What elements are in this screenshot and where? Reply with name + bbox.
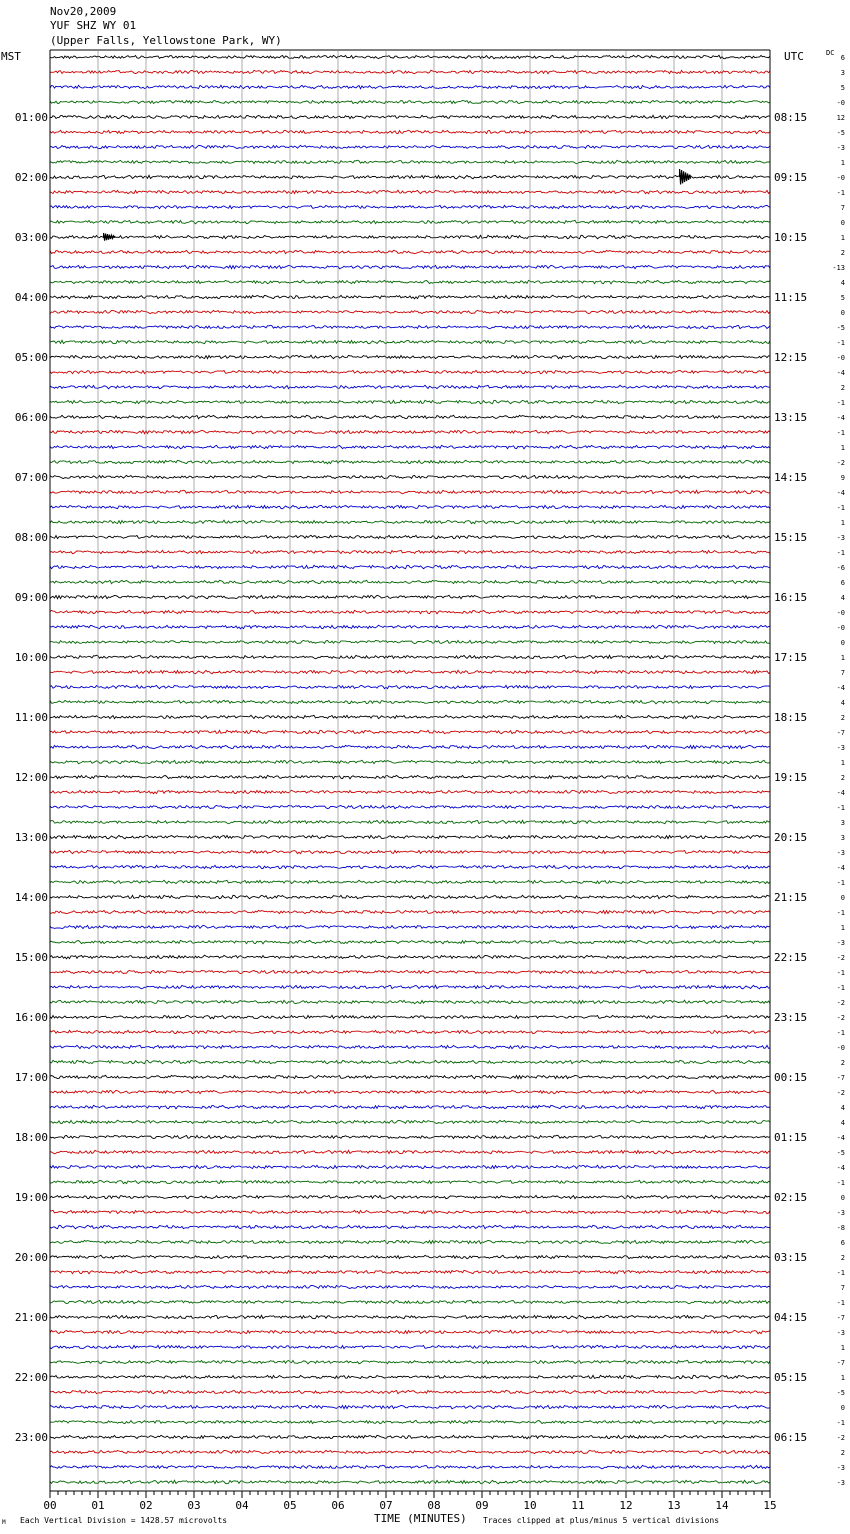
seismic-trace bbox=[50, 1405, 770, 1408]
seismic-trace bbox=[50, 1060, 770, 1063]
seismic-trace bbox=[50, 280, 770, 283]
seismic-trace bbox=[50, 445, 770, 448]
mst-hour-label: 05:00 bbox=[14, 351, 48, 364]
dc-offset-label: -7 bbox=[836, 1074, 845, 1082]
mst-hour-label: 03:00 bbox=[14, 231, 48, 244]
seismic-trace bbox=[50, 715, 770, 718]
dc-offset-label: -1 bbox=[836, 1179, 845, 1187]
seismic-trace bbox=[50, 1390, 770, 1393]
dc-offset-label: -0 bbox=[836, 1044, 845, 1052]
x-tick-label: 08 bbox=[427, 1499, 441, 1512]
seismic-trace bbox=[50, 1210, 770, 1213]
dc-offset-label: 0 bbox=[840, 309, 845, 317]
seismic-trace bbox=[50, 775, 770, 778]
dc-offset-label: 1 bbox=[840, 759, 845, 767]
x-tick-label: 07 bbox=[379, 1499, 393, 1512]
seismic-trace bbox=[50, 730, 770, 733]
x-tick-label: 02 bbox=[139, 1499, 153, 1512]
utc-hour-label: 08:15 bbox=[774, 111, 808, 124]
utc-hour-label: 02:15 bbox=[774, 1191, 808, 1204]
seismic-trace bbox=[50, 700, 770, 703]
seismic-trace bbox=[50, 910, 770, 914]
dc-offset-label: -0 bbox=[836, 624, 845, 632]
dc-offset-label: -0 bbox=[836, 609, 845, 617]
seismic-trace bbox=[50, 895, 770, 898]
mst-hour-label: 06:00 bbox=[14, 411, 48, 424]
seismic-trace bbox=[50, 865, 770, 868]
seismic-trace bbox=[50, 310, 770, 313]
dc-offset-label: -3 bbox=[836, 849, 845, 857]
dc-offset-label: -7 bbox=[836, 729, 845, 737]
utc-hour-label: 15:15 bbox=[774, 531, 808, 544]
mst-hour-label: 10:00 bbox=[14, 651, 48, 664]
seismic-trace bbox=[50, 325, 770, 329]
seismic-trace bbox=[50, 580, 770, 583]
seismic-trace bbox=[50, 370, 770, 373]
dc-offset-label: 1 bbox=[840, 1374, 845, 1382]
seismic-trace bbox=[50, 1240, 770, 1243]
dc-offset-label: -5 bbox=[836, 129, 845, 137]
seismic-trace bbox=[50, 1480, 770, 1483]
seismic-trace bbox=[50, 295, 770, 299]
seismic-trace bbox=[50, 1420, 770, 1423]
seismic-trace bbox=[50, 145, 770, 148]
seismic-trace bbox=[50, 550, 770, 553]
dc-offset-label: 1 bbox=[840, 159, 845, 167]
x-tick-label: 11 bbox=[571, 1499, 585, 1512]
dc-offset-label: 3 bbox=[840, 819, 845, 827]
dc-offset-label: -2 bbox=[836, 954, 845, 962]
seismic-trace bbox=[50, 985, 770, 988]
seismic-trace bbox=[50, 490, 770, 494]
seismic-trace bbox=[50, 130, 770, 133]
dc-offset-label: 7 bbox=[840, 669, 845, 677]
seismic-trace bbox=[50, 805, 770, 808]
mst-hour-label: 20:00 bbox=[14, 1251, 48, 1264]
dc-offset-label: -5 bbox=[836, 1389, 845, 1397]
dc-offset-label: -5 bbox=[836, 324, 845, 332]
x-tick-label: 04 bbox=[235, 1499, 249, 1512]
x-tick-label: 14 bbox=[715, 1499, 729, 1512]
dc-offset-label: 0 bbox=[840, 1404, 845, 1412]
mst-hour-label: 09:00 bbox=[14, 591, 48, 604]
utc-hour-label: 18:15 bbox=[774, 711, 808, 724]
scale-note: Each Vertical Division = 1428.57 microvolts bbox=[20, 1516, 228, 1525]
dc-offset-label: 12 bbox=[836, 114, 845, 122]
dc-offset-label: -4 bbox=[836, 1134, 845, 1142]
dc-offset-label: -2 bbox=[836, 459, 845, 467]
mst-hour-label: 16:00 bbox=[14, 1011, 48, 1024]
dc-offset-label: -4 bbox=[836, 1164, 845, 1172]
dc-offset-label: -13 bbox=[832, 264, 845, 272]
seismic-trace bbox=[50, 1045, 770, 1048]
seismic-trace bbox=[50, 820, 770, 823]
seismic-trace bbox=[50, 400, 770, 403]
seismic-trace bbox=[50, 535, 770, 538]
dc-offset-label: -1 bbox=[836, 909, 845, 917]
seismic-trace bbox=[50, 940, 770, 943]
seismic-trace bbox=[50, 1180, 770, 1183]
seismic-trace bbox=[50, 340, 770, 343]
dc-offset-label: -1 bbox=[836, 189, 845, 197]
seismic-trace bbox=[50, 115, 770, 118]
seismic-trace bbox=[50, 1000, 770, 1003]
left-timezone-label: MST bbox=[1, 50, 21, 63]
utc-hour-label: 05:15 bbox=[774, 1371, 808, 1384]
dc-offset-label: -1 bbox=[836, 339, 845, 347]
dc-offset-label: -3 bbox=[836, 744, 845, 752]
seismic-trace bbox=[50, 505, 770, 508]
dc-offset-label: 1 bbox=[840, 924, 845, 932]
x-tick-label: 01 bbox=[91, 1499, 105, 1512]
dc-offset-label: 9 bbox=[840, 474, 845, 482]
seismic-trace bbox=[50, 1345, 770, 1348]
seismic-trace bbox=[50, 1195, 770, 1198]
seismic-trace bbox=[50, 205, 770, 208]
dc-offset-label: -1 bbox=[836, 1419, 845, 1427]
mst-hour-label: 07:00 bbox=[14, 471, 48, 484]
dc-offset-label: 2 bbox=[840, 249, 845, 257]
mst-hour-label: 17:00 bbox=[14, 1071, 48, 1084]
seismic-trace bbox=[50, 760, 770, 763]
mst-hour-label: 14:00 bbox=[14, 891, 48, 904]
seismic-trace bbox=[50, 175, 770, 178]
x-tick-label: 05 bbox=[283, 1499, 297, 1512]
mst-hour-label: 01:00 bbox=[14, 111, 48, 124]
utc-hour-label: 14:15 bbox=[774, 471, 808, 484]
dc-offset-label: -0 bbox=[836, 354, 845, 362]
dc-offset-label: 6 bbox=[840, 1239, 845, 1247]
dc-offset-label: 4 bbox=[840, 1104, 845, 1112]
dc-offset-label: 2 bbox=[840, 714, 845, 722]
x-axis-label: TIME (MINUTES) bbox=[374, 1512, 467, 1525]
x-tick-label: 00 bbox=[43, 1499, 57, 1512]
seismic-trace bbox=[50, 625, 770, 629]
dc-offset-label: 0 bbox=[840, 639, 845, 647]
dc-offset-label: 3 bbox=[840, 69, 845, 77]
dc-offset-label: 2 bbox=[840, 384, 845, 392]
utc-hour-label: 16:15 bbox=[774, 591, 808, 604]
dc-offset-label: -3 bbox=[836, 1209, 845, 1217]
seismic-trace bbox=[50, 1135, 770, 1138]
seismic-trace bbox=[50, 70, 770, 73]
mst-hour-label: 18:00 bbox=[14, 1131, 48, 1144]
seismic-trace bbox=[50, 220, 770, 224]
seismic-trace bbox=[50, 925, 770, 928]
seismic-trace bbox=[50, 1360, 770, 1363]
seismic-trace bbox=[50, 640, 770, 643]
seismic-trace bbox=[50, 1285, 770, 1288]
mst-hour-label: 11:00 bbox=[14, 711, 48, 724]
dc-offset-label: -2 bbox=[836, 1434, 845, 1442]
mst-hour-label: 08:00 bbox=[14, 531, 48, 544]
mst-hour-label: 22:00 bbox=[14, 1371, 48, 1384]
seismic-trace bbox=[50, 1435, 770, 1439]
utc-hour-label: 20:15 bbox=[774, 831, 808, 844]
dc-offset-label: -1 bbox=[836, 1029, 845, 1037]
x-tick-label: 03 bbox=[187, 1499, 201, 1512]
seismic-trace bbox=[50, 565, 770, 568]
seismic-trace bbox=[50, 1270, 770, 1274]
seismic-trace bbox=[50, 955, 770, 959]
seismic-trace bbox=[50, 790, 770, 794]
dc-offset-label: -4 bbox=[836, 369, 845, 377]
mst-hour-label: 13:00 bbox=[14, 831, 48, 844]
mst-hour-label: 12:00 bbox=[14, 771, 48, 784]
mst-hour-label: 21:00 bbox=[14, 1311, 48, 1324]
seismic-trace bbox=[50, 1225, 770, 1229]
seismic-trace bbox=[50, 1090, 770, 1093]
dc-offset-label: 1 bbox=[840, 519, 845, 527]
dc-offset-label: -7 bbox=[836, 1314, 845, 1322]
seismic-event bbox=[680, 169, 691, 184]
clip-note: Traces clipped at plus/minus 5 vertical divisions bbox=[483, 1516, 720, 1525]
dc-column-label: DC bbox=[826, 49, 835, 57]
dc-offset-label: -4 bbox=[836, 684, 845, 692]
dc-offset-label: 1 bbox=[840, 654, 845, 662]
dc-offset-label: 1 bbox=[840, 1344, 845, 1352]
dc-offset-label: -0 bbox=[836, 99, 845, 107]
seismic-trace bbox=[50, 685, 770, 688]
seismic-trace bbox=[50, 235, 770, 238]
dc-offset-label: 4 bbox=[840, 699, 845, 707]
dc-offset-label: -3 bbox=[836, 1479, 845, 1487]
seismic-trace bbox=[50, 595, 770, 598]
seismic-trace bbox=[50, 1375, 770, 1378]
utc-hour-label: 21:15 bbox=[774, 891, 808, 904]
seismic-trace bbox=[50, 880, 770, 883]
seismic-trace bbox=[50, 1105, 770, 1108]
dc-offset-label: -1 bbox=[836, 429, 845, 437]
dc-offset-label: -1 bbox=[836, 969, 845, 977]
right-timezone-label: UTC bbox=[784, 50, 804, 63]
seismic-trace bbox=[50, 745, 770, 749]
dc-offset-label: 0 bbox=[840, 1194, 845, 1202]
seismic-trace bbox=[50, 475, 770, 478]
dc-offset-label: -4 bbox=[836, 489, 845, 497]
dc-offset-label: -4 bbox=[836, 864, 845, 872]
dc-offset-label: 6 bbox=[840, 54, 845, 62]
dc-offset-label: -2 bbox=[836, 999, 845, 1007]
utc-hour-label: 13:15 bbox=[774, 411, 808, 424]
x-tick-label: 15 bbox=[763, 1499, 777, 1512]
seismic-trace bbox=[50, 385, 770, 389]
seismic-trace bbox=[50, 100, 770, 103]
dc-offset-label: 2 bbox=[840, 1449, 845, 1457]
utc-hour-label: 17:15 bbox=[774, 651, 808, 664]
dc-offset-label: 1 bbox=[840, 444, 845, 452]
seismic-trace bbox=[50, 85, 770, 88]
dc-offset-label: -1 bbox=[836, 984, 845, 992]
seismic-trace bbox=[50, 1255, 770, 1258]
mst-hour-label: 23:00 bbox=[14, 1431, 48, 1444]
dc-offset-label: -3 bbox=[836, 1464, 845, 1472]
footer-mark: M bbox=[2, 1519, 6, 1526]
dc-offset-label: -1 bbox=[836, 1299, 845, 1307]
dc-offset-label: 4 bbox=[840, 279, 845, 287]
utc-hour-label: 10:15 bbox=[774, 231, 808, 244]
dc-offset-label: 3 bbox=[840, 834, 845, 842]
utc-hour-label: 12:15 bbox=[774, 351, 808, 364]
mst-hour-label: 04:00 bbox=[14, 291, 48, 304]
dc-offset-label: 1 bbox=[840, 234, 845, 242]
x-tick-label: 06 bbox=[331, 1499, 345, 1512]
mst-hour-label: 02:00 bbox=[14, 171, 48, 184]
dc-offset-label: 4 bbox=[840, 594, 845, 602]
seismic-trace bbox=[50, 250, 770, 253]
dc-offset-label: 7 bbox=[840, 1284, 845, 1292]
x-tick-label: 10 bbox=[523, 1499, 537, 1512]
dc-offset-label: -1 bbox=[836, 879, 845, 887]
dc-offset-label: 5 bbox=[840, 84, 845, 92]
utc-hour-label: 01:15 bbox=[774, 1131, 808, 1144]
seismic-trace bbox=[50, 1165, 770, 1168]
utc-hour-label: 11:15 bbox=[774, 291, 808, 304]
seismic-trace bbox=[50, 850, 770, 853]
dc-offset-label: 2 bbox=[840, 1254, 845, 1262]
mst-hour-label: 19:00 bbox=[14, 1191, 48, 1204]
utc-hour-label: 22:15 bbox=[774, 951, 808, 964]
seismic-trace bbox=[50, 430, 770, 433]
seismic-trace bbox=[50, 1330, 770, 1333]
seismic-trace bbox=[50, 1300, 770, 1304]
utc-hour-label: 23:15 bbox=[774, 1011, 808, 1024]
axis-labels bbox=[15, 54, 845, 1512]
utc-hour-label: 09:15 bbox=[774, 171, 808, 184]
seismic-trace bbox=[50, 835, 770, 838]
dc-offset-label: 6 bbox=[840, 579, 845, 587]
dc-offset-label: 2 bbox=[840, 774, 845, 782]
utc-hour-label: 06:15 bbox=[774, 1431, 808, 1444]
dc-offset-label: 0 bbox=[840, 219, 845, 227]
station-location: (Upper Falls, Yellowstone Park, WY) bbox=[50, 34, 282, 47]
dc-offset-label: -1 bbox=[836, 1269, 845, 1277]
seismic-trace bbox=[50, 355, 770, 358]
dc-offset-label: 0 bbox=[840, 894, 845, 902]
dc-offset-label: -3 bbox=[836, 144, 845, 152]
dc-offset-label: 7 bbox=[840, 204, 845, 212]
dc-offset-label: -1 bbox=[836, 399, 845, 407]
record-date: Nov20,2009 bbox=[50, 5, 117, 18]
dc-offset-label: -8 bbox=[836, 1224, 845, 1232]
utc-hour-label: 00:15 bbox=[774, 1071, 808, 1084]
seismic-trace bbox=[50, 1075, 770, 1079]
seismic-trace bbox=[50, 1030, 770, 1033]
dc-offset-label: -1 bbox=[836, 549, 845, 557]
x-tick-label: 13 bbox=[667, 1499, 681, 1512]
trace-group bbox=[50, 55, 770, 1483]
dc-offset-label: -5 bbox=[836, 1149, 845, 1157]
station-code: YUF SHZ WY 01 bbox=[50, 19, 137, 32]
dc-offset-label: -1 bbox=[836, 504, 845, 512]
mst-hour-label: 15:00 bbox=[14, 951, 48, 964]
dc-offset-label: -3 bbox=[836, 939, 845, 947]
dc-offset-label: 5 bbox=[840, 294, 845, 302]
dc-offset-label: 2 bbox=[840, 1059, 845, 1067]
seismic-trace bbox=[50, 1465, 770, 1469]
seismic-trace bbox=[50, 190, 770, 193]
seismic-trace bbox=[50, 1120, 770, 1123]
dc-offset-label: -0 bbox=[836, 174, 845, 182]
seismic-trace bbox=[50, 610, 770, 613]
seismic-trace bbox=[50, 55, 770, 58]
dc-offset-label: -6 bbox=[836, 564, 845, 572]
seismic-trace bbox=[50, 655, 770, 659]
utc-hour-label: 03:15 bbox=[774, 1251, 808, 1264]
seismic-trace bbox=[50, 1150, 770, 1153]
dc-offset-label: -2 bbox=[836, 1089, 845, 1097]
dc-offset-label: -1 bbox=[836, 804, 845, 812]
seismic-trace bbox=[50, 415, 770, 418]
seismic-trace bbox=[50, 970, 770, 973]
dc-offset-label: -4 bbox=[836, 789, 845, 797]
seismic-trace bbox=[50, 1315, 770, 1318]
seismic-trace bbox=[50, 265, 770, 268]
x-tick-label: 12 bbox=[619, 1499, 633, 1512]
dc-offset-label: 4 bbox=[840, 1119, 845, 1127]
x-tick-label: 09 bbox=[475, 1499, 489, 1512]
utc-hour-label: 19:15 bbox=[774, 771, 808, 784]
seismic-trace bbox=[50, 460, 770, 464]
dc-offset-label: -3 bbox=[836, 534, 845, 542]
dc-offset-label: -7 bbox=[836, 1359, 845, 1367]
seismic-trace bbox=[50, 1450, 770, 1453]
dc-offset-label: -2 bbox=[836, 1014, 845, 1022]
dc-offset-label: -3 bbox=[836, 1329, 845, 1337]
dc-offset-label: -4 bbox=[836, 414, 845, 422]
seismic-trace bbox=[50, 160, 770, 164]
seismic-event bbox=[104, 233, 115, 241]
utc-hour-label: 04:15 bbox=[774, 1311, 808, 1324]
seismic-trace bbox=[50, 670, 770, 673]
seismic-trace bbox=[50, 520, 770, 523]
seismic-trace bbox=[50, 1015, 770, 1018]
